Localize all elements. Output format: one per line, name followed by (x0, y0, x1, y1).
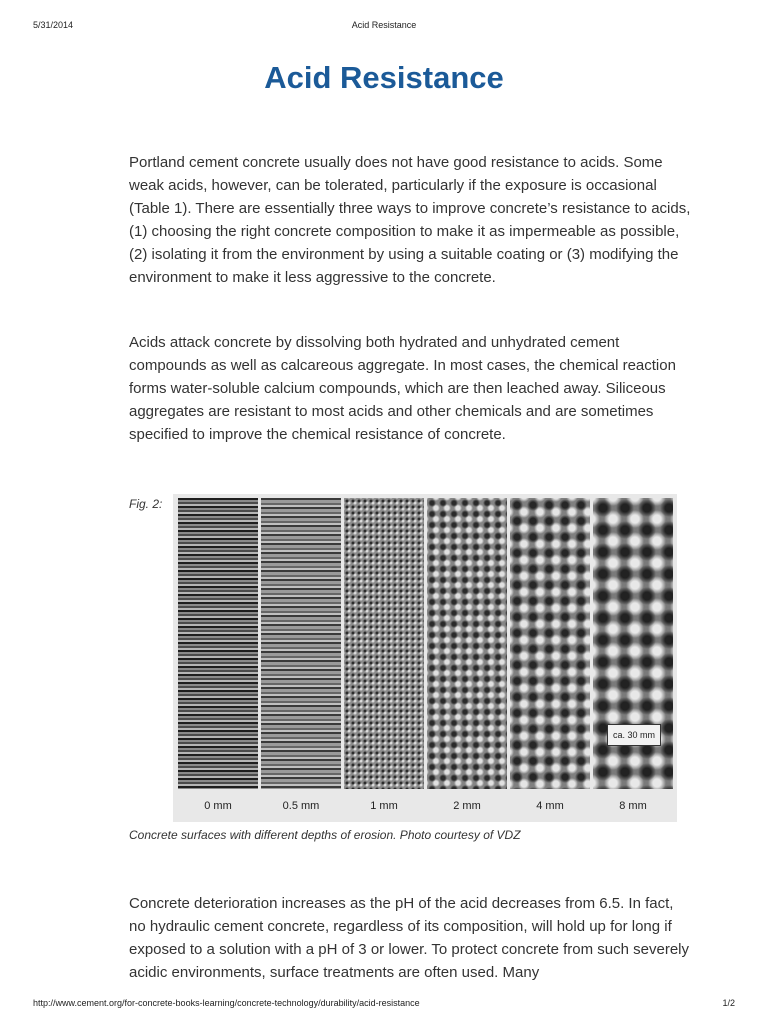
page-number: 1/2 (722, 998, 735, 1008)
depth-label: 1 mm (370, 800, 398, 812)
print-header (33, 20, 735, 32)
body-paragraph: Portland cement concrete usually does not have good resistance to acids. Some weak acids, however, can be tolerated, particularly if the exposure is occasional (Table 1). There are essentially three ways to improve concrete’s resistance to acids, (1) choosing the right concrete composition to make it as impermeable as possible, (2) isolating it from the environment by using a suitable coating or (3) modifying the environment to make it less aggressive to the concrete. (129, 154, 691, 286)
print-date: 5/31/2014 (33, 20, 74, 30)
depth-label: 2 mm (453, 800, 481, 812)
erosion-sample-strip (178, 498, 258, 789)
erosion-sample-strip (427, 498, 507, 789)
erosion-photo (173, 494, 677, 822)
erosion-sample-strip (344, 498, 424, 789)
print-url[interactable]: http://www.cement.org/for-concrete-books-learning/concrete-technology/durability/acid-resistance (33, 998, 420, 1008)
depth-label: 8 mm (619, 800, 647, 812)
depth-label: 4 mm (536, 800, 564, 812)
erosion-sample-strip (261, 498, 341, 789)
figure-label: Fig. 2: (129, 497, 163, 511)
depth-label: 0 mm (204, 800, 232, 812)
erosion-sample-strip (510, 498, 590, 789)
figure-caption: Concrete surfaces with different depths of erosion. Photo courtesy of VDZ (129, 828, 521, 842)
print-footer (33, 998, 735, 1010)
body-paragraph: Concrete deterioration increases as the pH of the acid decreases from 6.5. In fact, no hydraulic cement concrete, regardless of its composition, will hold up for long if exposed to a solution with a pH of 3 or lower. To protect concrete from such severely acidic environments, surface treatments are often used. Many (129, 895, 690, 981)
print-header-title: Acid Resistance (351, 20, 417, 30)
depth-label: 0.5 mm (282, 800, 320, 812)
scale-badge: ca. 30 mm (607, 724, 661, 746)
body-paragraph: Acids attack concrete by dissolving both hydrated and unhydrated cement compounds as well as calcareous aggregate. In most cases, the chemical reaction forms water-soluble calcium compounds, which are then leached away. Siliceous aggregates are resistant to most acids and other chemicals and are sometimes specified to improve the chemical resistance of concrete. (129, 334, 676, 443)
page-title: Acid Resistance (264, 60, 504, 95)
